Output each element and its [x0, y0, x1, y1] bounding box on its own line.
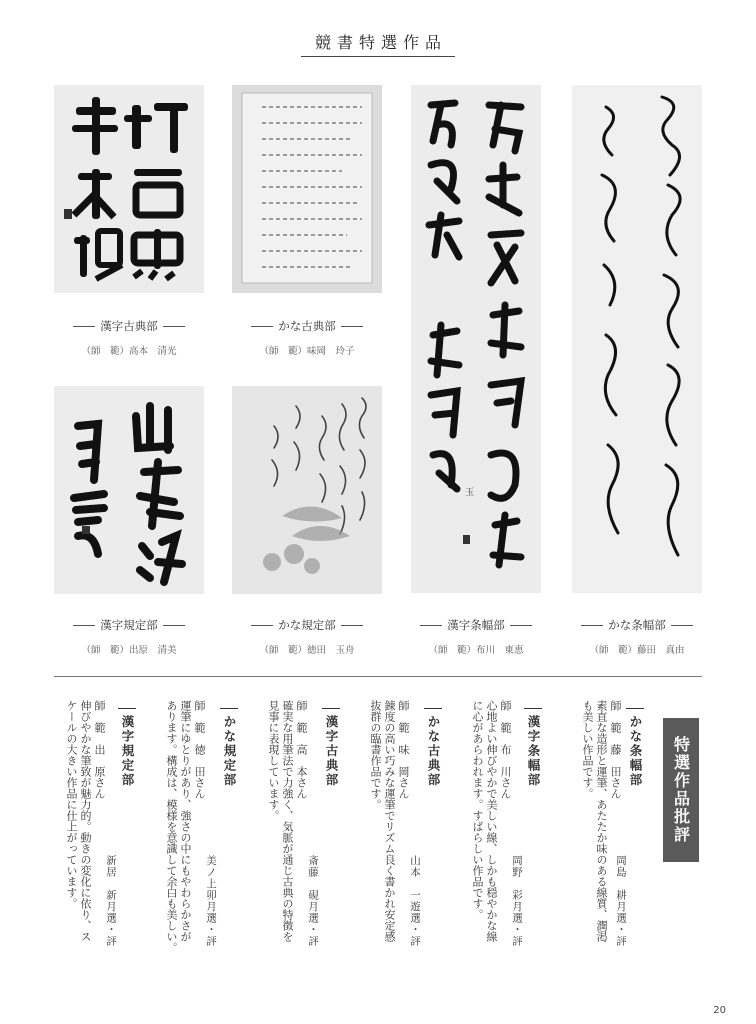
caption-kana-koten: [227, 318, 387, 357]
review-line: 師 範 高 本さん: [295, 700, 308, 799]
section-label: かな条幅部: [557, 617, 717, 633]
review-section-heading: かな規定部: [220, 708, 238, 788]
teacher-name: （師 範）出原 清美: [81, 645, 177, 656]
review-title: 特選作品批評: [663, 718, 699, 862]
review-line: に心があらわれます。すばらしい作品です。: [471, 700, 484, 920]
review-text: [360, 700, 410, 990]
section-divider: [54, 676, 702, 677]
review-line: 師 範 藤 田さん: [609, 700, 622, 799]
review-line: 確実な用筆法で力強く、気脈が通じ古典の特徴を: [281, 700, 294, 942]
artwork-kanji-kitei: [54, 386, 204, 594]
review-line: あります。構成は、模様を意識して余白も美しい。: [165, 700, 178, 953]
review-line: 師 範 味 岡さん: [397, 700, 410, 799]
review-section-heading: かな条幅部: [626, 708, 644, 788]
review-signature: 斎藤 硯月選・評: [307, 855, 319, 947]
review-section-heading: 漢字条幅部: [524, 708, 542, 788]
artwork-kanji-jofuku: [411, 85, 541, 593]
review-line: 見事に表現しています。: [267, 700, 280, 821]
teacher-name: （師 範）味岡 玲子: [259, 346, 355, 357]
review-line: 師 範 出 原さん: [93, 700, 106, 799]
review-signature: 岡島 耕月選・評: [615, 855, 627, 947]
caption-kanji-kitei: [49, 617, 209, 656]
review-section-heading: 漢字古典部: [322, 708, 340, 788]
artwork-kana-koten: [232, 85, 382, 293]
review-section-heading: かな古典部: [424, 708, 442, 788]
review-line: ケールの大きい作品に仕上がっています。: [65, 700, 78, 909]
artwork-kana-jofuku: [572, 85, 702, 593]
section-label: かな古典部: [227, 318, 387, 334]
review-section-heading: 漢字規定部: [118, 708, 136, 788]
artwork-kana-kitei: [232, 386, 382, 594]
review-text: [462, 700, 512, 990]
section-label: 漢字条幅部: [396, 617, 556, 633]
review-line: 伸びやかな筆致が魅力的。動きの変化に依り、ス: [79, 700, 92, 942]
review-text: [156, 700, 206, 990]
review-line: 錬度の高い巧みな運筆でリズム良く書かれ安定感: [383, 700, 396, 942]
artwork-kanji-koten: [54, 85, 204, 293]
section-label: かな規定部: [227, 617, 387, 633]
section-label: 漢字古典部: [49, 318, 209, 334]
teacher-name: （師 範）布川 東恵: [428, 645, 524, 656]
page-number: 20: [713, 1005, 726, 1016]
review-line: 素直な造形と運筆、あたたか味のある線質、潤渇: [595, 700, 608, 942]
review-signature: 山本 一遊選・評: [409, 855, 421, 947]
review-line: 師 範 徳 田さん: [193, 700, 206, 799]
review-signature: 美ノ上卯月選・評: [205, 855, 217, 947]
caption-kanji-jofuku: [396, 617, 556, 656]
review-line: 抜群の臨書作品です。: [369, 700, 382, 810]
teacher-name: （師 範）徳田 玉舟: [259, 645, 355, 656]
review-signature: 岡野 彩月選・評: [511, 855, 523, 947]
svg-text:玉: 玉: [465, 488, 475, 498]
review-signature: 新居 新月選・評: [105, 855, 117, 947]
caption-kana-jofuku: [557, 617, 717, 656]
caption-kana-kitei: [227, 617, 387, 656]
review-line: 師 範 布 川さん: [499, 700, 512, 799]
page-title: 競書特選作品: [0, 30, 756, 57]
review-text: [56, 700, 106, 990]
review-line: 運筆にゆとりがあり、強さの中にもやわらかさが: [179, 700, 192, 942]
section-label: 漢字規定部: [49, 617, 209, 633]
teacher-name: （師 範）藤田 真由: [589, 645, 685, 656]
caption-kanji-koten: [49, 318, 209, 357]
teacher-name: （師 範）高本 清光: [81, 346, 177, 357]
review-line: 心地よい伸びやかで美しい線、しかも穏やかな線: [485, 700, 498, 942]
review-text: [258, 700, 308, 990]
review-line: も美しい作品です。: [581, 700, 594, 799]
